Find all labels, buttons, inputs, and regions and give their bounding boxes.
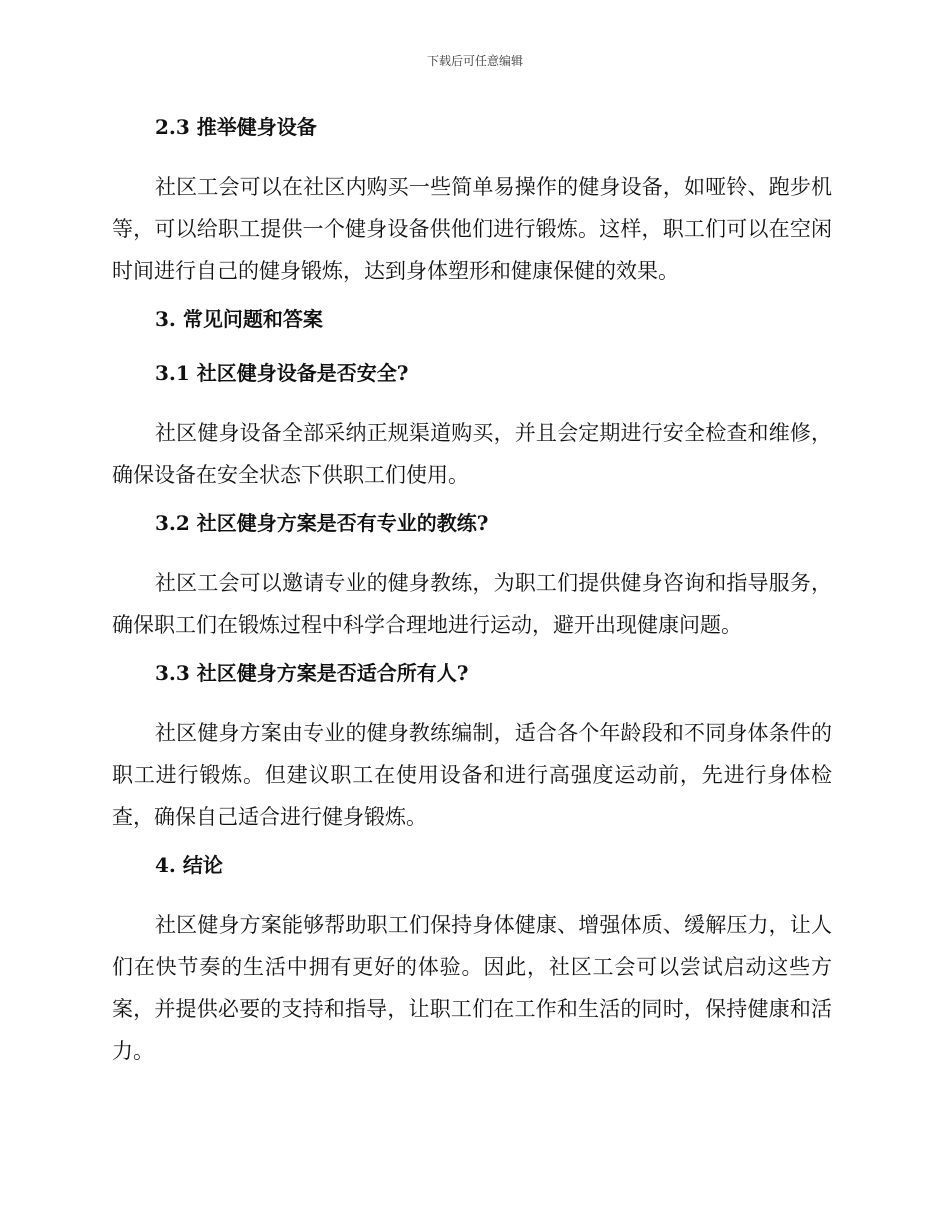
- section-heading-4: 4. 结论: [155, 853, 223, 877]
- section-paragraph-3-1: 社区健身设备全部采纳正规渠道购买，并且会定期进行安全检查和维修，确保设备在安全状态下供职工们使用。: [112, 421, 832, 487]
- page-header: 下载后可任意编辑: [426, 54, 523, 68]
- section-heading-3: 3. 常见问题和答案: [155, 307, 323, 331]
- document-body: [112, 112, 832, 1084]
- section-heading-2-3: 2.3 推举健身设备: [155, 115, 317, 139]
- section-paragraph-3-2: 社区工会可以邀请专业的健身教练，为职工们提供健身咨询和指导服务，确保职工们在锻炼过程中科学合理地进行运动，避开出现健康问题。: [112, 571, 832, 637]
- section-paragraph-3-3: 社区健身方案由专业的健身教练编制，适合各个年龄段和不同身体条件的职工进行锻炼。但建议职工在使用设备和进行高强度运动前，先进行身体检查，确保自己适合进行健身锻炼。: [112, 721, 832, 829]
- section-heading-3-1: 3.1 社区健身设备是否安全?: [155, 361, 409, 385]
- section-paragraph-2-3: 社区工会可以在社区内购买一些简单易操作的健身设备，如哑铃、跑步机等，可以给职工提供一个健身设备供他们进行锻炼。这样，职工们可以在空闲时间进行自己的健身锻炼，达到身体塑形和健康保健的效果。: [112, 175, 832, 283]
- section-heading-3-3: 3.3 社区健身方案是否适合所有人?: [155, 661, 469, 685]
- section-heading-3-2: 3.2 社区健身方案是否有专业的教练?: [155, 511, 489, 535]
- section-paragraph-4: 社区健身方案能够帮助职工们保持身体健康、增强体质、缓解压力，让人们在快节奏的生活中拥有更好的体验。因此，社区工会可以尝试启动这些方案，并提供必要的支持和指导，让职工们在工作和生活的同时，保持健康和活力。: [112, 913, 832, 1063]
